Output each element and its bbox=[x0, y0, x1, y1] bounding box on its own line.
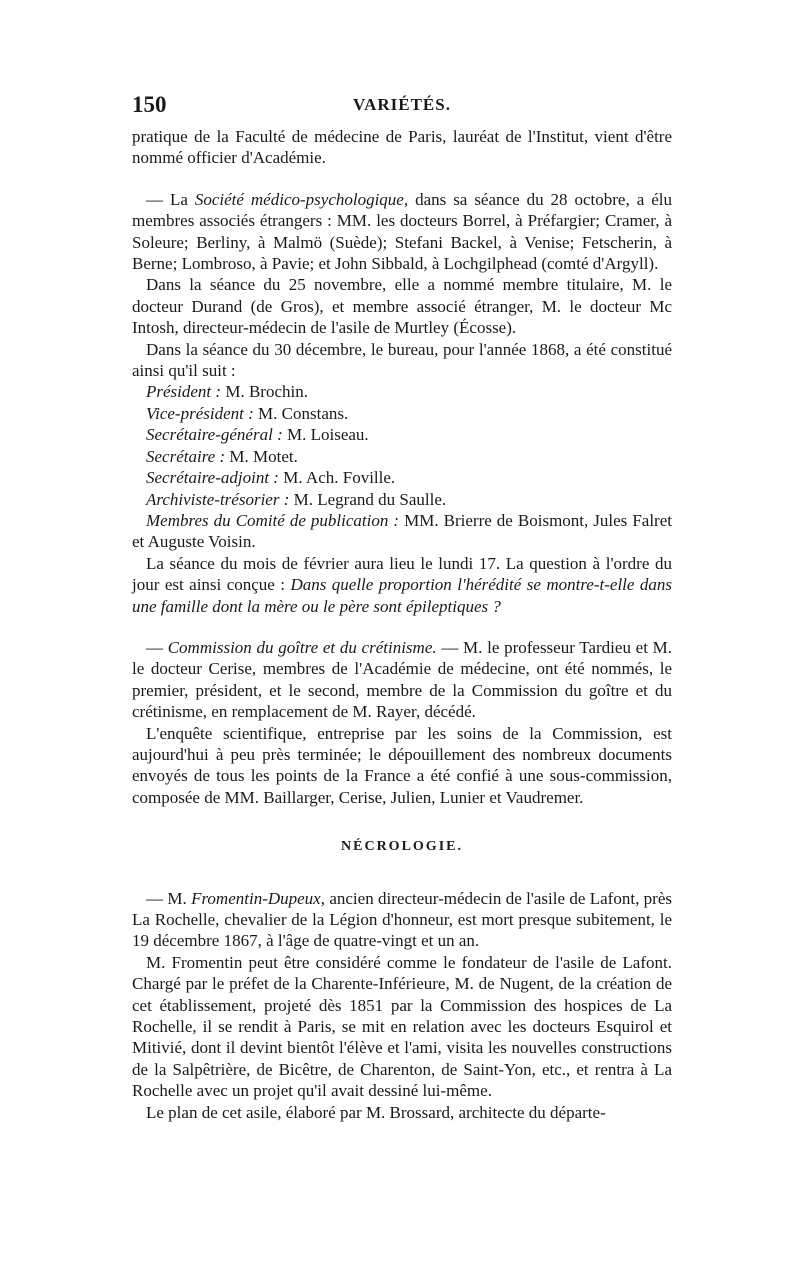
running-head: VARIÉTÉS. bbox=[353, 95, 451, 114]
session-question: Dans quelle proportion l'hérédité se montre-t-elle dans une famille dont la mère ou le père sont épileptiques ? bbox=[132, 575, 672, 616]
bureau-item: Vice-président : M. Constans. bbox=[146, 403, 349, 423]
paragraph-december-session: Dans la séance du 30 décembre, le bureau, pour l'année 1868, a été constitué ainsi qu'il suit : bbox=[132, 339, 672, 381]
bureau-list bbox=[132, 381, 672, 509]
page-header bbox=[132, 92, 672, 120]
paragraph-continuation: pratique de la Faculté de médecine de Paris, lauréat de l'Institut, vient d'être nommé officier d'Académie. bbox=[132, 127, 672, 168]
paragraph-commission: — Commission du goître et du crétinisme. — M. le professeur Tardieu et M. le docteur Cerise, membres de l'Académie de médecine, ont été nommés, le premier, président, et le second, membre de la Commission du goître et du crétinisme, en remplacement de M. Rayer, décédé. bbox=[132, 637, 672, 722]
page-body bbox=[132, 126, 672, 1123]
bureau-item: Secrétaire : M. Motet. bbox=[146, 446, 298, 466]
bureau-item: Archiviste-trésorier : M. Legrand du Saulle. bbox=[146, 489, 447, 509]
bureau-item: Secrétaire-adjoint : M. Ach. Foville. bbox=[146, 468, 396, 488]
paragraph-society-news: — La Société médico-psychologique, dans sa séance du 28 octobre, a élu membres associés étrangers : MM. les docteurs Borrel, à Préfargier; Cramer, à Soleure; Berliny, à Malmö (Suède); Stefani Backel, à Venise; Fetscherin, à Berne; Lombroso, à Pavie; et John Sibbald, à Lochgilphead (comté d'Argyll). bbox=[132, 189, 672, 274]
section-title-necrologie: NÉCROLOGIE. bbox=[341, 839, 463, 855]
committee-members: Membres du Comité de publication : MM. Brierre de Boismont, Jules Falret et Auguste Voisin. bbox=[132, 510, 672, 552]
paragraph-november-session: Dans la séance du 25 novembre, elle a nommé membre titulaire, M. le docteur Durand (de Gros), et membre associé étranger, M. le docteur Mc Intosh, directeur-médecin de l'asile de Murtley (Écosse). bbox=[132, 275, 672, 338]
paragraph-plan: Le plan de cet asile, élaboré par M. Brossard, architecte du départe- bbox=[146, 1102, 606, 1122]
paragraph-founder: M. Fromentin peut être considéré comme le fondateur de l'asile de Lafont. Chargé par le préfet de la Charente-Inférieure, M. de Nugent, de la création de cet établissement, projeté dès 1851 par la Commission des hospices de La Rochelle, il se rendit à Paris, se mit en relation avec les docteurs Esquirol et Mitivié, dont il devint bientôt l'élève et l'ami, visita les nouvelles constructions de la Salpêtrière, de Bicêtre, de Charenton, de Saint-Yon, etc., et rentra à La Rochelle avec un projet qu'il avait dessiné lui-même. bbox=[132, 952, 672, 1101]
deceased-name: Fromentin-Dupeux bbox=[191, 888, 321, 908]
page-number: 150 bbox=[132, 92, 167, 117]
paragraph-february-session: La séance du mois de février aura lieu le lundi 17. La question à l'ordre du jour est ainsi conçue : Dans quelle proportion l'hérédité se montre-t-elle dans une famille dont la mère ou le père sont épileptiques ? bbox=[132, 553, 672, 616]
bureau-item: Président : M. Brochin. bbox=[146, 382, 308, 402]
paragraph-inquiry: L'enquête scientifique, entreprise par les soins de la Commission, est aujourd'hui à peu près terminée; le dépouillement des nombreux documents envoyés de tous les points de la France a été confié à une sous-commission, composée de MM. Baillarger, Cerise, Julien, Lunier et Vaudremer. bbox=[132, 723, 672, 807]
society-name: Société médico-psychologique, bbox=[194, 189, 409, 209]
commission-title: Commission du goître et du crétinisme. bbox=[167, 637, 437, 657]
bureau-item: Secrétaire-général : M. Loiseau. bbox=[146, 425, 369, 445]
paragraph-obituary: — M. Fromentin-Dupeux, ancien directeur-médecin de l'asile de Lafont, près La Rochelle, chevalier de la Légion d'honneur, est mort presque subitement, le 19 décembre 1867, à l'âge de quatre-vingt et un an. bbox=[132, 888, 672, 951]
